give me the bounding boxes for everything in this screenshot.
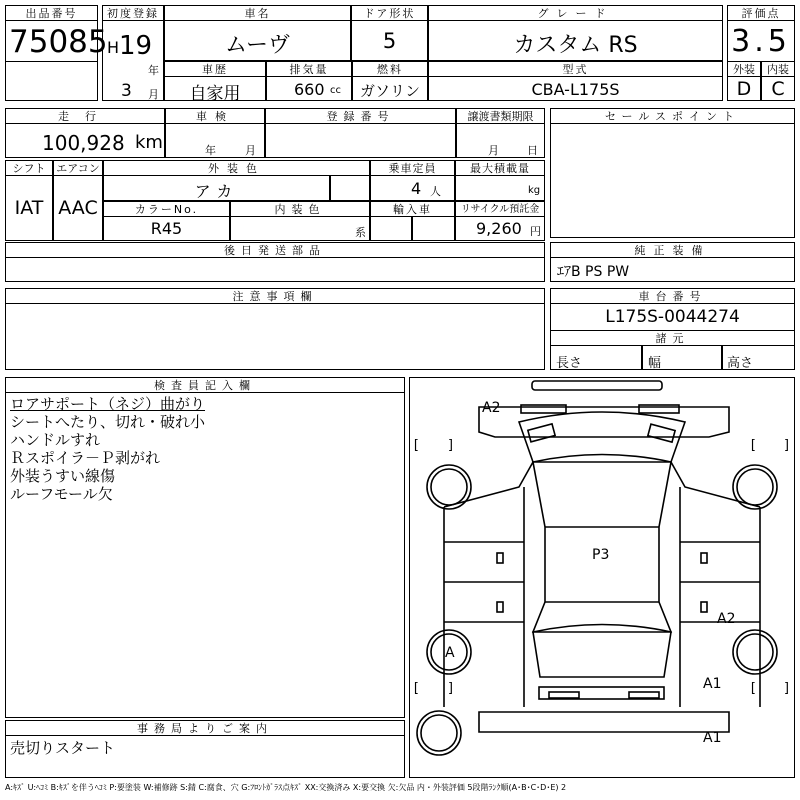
svg-text:[: [ [412,438,420,453]
reg-label: 初度登録 [102,5,164,21]
interior-label: 内装色 [230,201,370,217]
regno-cell [265,123,456,158]
genuine-label: 純正装備 [550,242,795,258]
name-label: 車名 [164,5,351,21]
office-label: 事務局よりご案内 [5,720,405,736]
reg-month-unit: 月 [148,88,159,101]
int-label: 内装 [761,61,795,77]
history-label: 車歴 [164,61,266,77]
color-label: 外装色 [103,160,370,176]
genuine-value: ｴｱB PS PW [557,264,630,280]
svg-text:]: ] [783,681,791,696]
damage-a1-bottom: A1 [703,730,722,746]
insp-year-unit: 年 [205,144,216,157]
transfer-day-unit: 日 [527,144,538,157]
history-value: 自家用 [189,84,241,104]
fuel-value: ガソリン [359,82,420,100]
car-diagram [409,377,795,778]
office-text: 売切りスタート [10,739,116,757]
svg-text:]: ] [447,681,455,696]
later-parts-label: 後日発送部品 [5,242,545,258]
svg-text:[: [ [749,438,757,453]
mileage-label: 走行 [5,108,165,124]
reg-year-unit: 年 [148,64,159,77]
inspector-line: ロアサポート（ネジ）曲がり [10,395,206,413]
recycle-unit: 円 [530,225,541,238]
displacement-label: 排気量 [266,61,352,77]
model-value: CBA-L175S [531,80,620,99]
inspector-line: ハンドルすれ [10,431,101,449]
ac-value: AAC [58,197,98,219]
color-value: アカ [194,182,239,201]
chassis-value: L175S-0044274 [605,307,740,327]
grade-label: グレード [428,5,723,21]
ext-grade: D [736,78,752,100]
svg-text:[: [ [412,681,420,696]
interior-cell [230,216,370,241]
svg-text:[: [ [749,681,757,696]
ac-label: エアコン [53,160,103,176]
shift-value: IAT [14,197,44,219]
import-label: 輸入車 [370,201,455,217]
dims-length: 長さ [556,356,583,371]
recycle-label: リサイクル預託金 [455,201,545,217]
damage-a1-right: A1 [703,676,722,692]
caution-label: 注意事項欄 [5,288,545,304]
inspector-notes [10,395,205,503]
svg-text:]: ] [783,438,791,453]
sales-label: セールスポイント [550,108,795,124]
recycle-value: 9,260 [476,219,522,238]
mileage-value: 100,928 [42,131,125,155]
model-label: 型式 [428,61,723,77]
import-cell-a [370,216,412,241]
import-cell-b [412,216,455,241]
displacement-value: 660 [294,80,325,99]
chassis-label: 車台番号 [550,288,795,304]
regno-label: 登録番号 [265,108,456,124]
inspector-line: ルーフモール欠 [10,485,113,503]
lot-number: 75085 [9,24,108,60]
dims-height: 高さ [727,356,754,371]
dims-label: 諸元 [550,330,795,346]
inspector-line: シートへたり、切れ・破れ小 [10,413,206,431]
displacement-unit: cc [330,85,341,96]
inspector-label: 検査員記入欄 [5,377,405,393]
reg-month: 3 [121,81,132,101]
damage-p3-roof: P3 [592,547,610,563]
shift-label: シフト [5,160,53,176]
load-label: 最大積載量 [455,160,545,176]
interior-unit: 系 [355,226,366,239]
ext-label: 外装 [727,61,761,77]
inspector-line: 外装うすい線傷 [10,467,116,485]
inspection-label: 車検 [165,108,265,124]
seats-unit: 人 [430,185,441,198]
color-extra-cell [330,175,370,201]
transfer-month-unit: 月 [488,144,499,157]
car-name: ムーヴ [225,33,290,58]
insp-month-unit: 月 [245,144,256,157]
inspector-line: Ｒスポイラ－Ｐ剥がれ [10,449,161,467]
mileage-unit: km [135,132,163,153]
score-label: 評価点 [727,5,795,21]
fuel-label: 燃料 [352,61,428,77]
doors-label: ドア形状 [351,5,428,21]
seats-label: 乗車定員 [370,160,455,176]
lot-label: 出品番号 [5,5,98,21]
transfer-label: 譲渡書類期限 [456,108,545,124]
score-value: 3.5 [731,24,791,59]
damage-a-left: A [445,645,455,661]
reg-era: H [107,38,120,57]
int-grade: C [771,78,785,100]
damage-a2-right: A2 [717,611,736,627]
load-unit: kg [528,185,541,196]
colorno-value: R45 [150,219,183,238]
legend-text: A:ｷｽﾞ U:ﾍｺﾐ B:ｷｽﾞを伴うﾍｺﾐ P:要塗装 W:補修跡 S:錆 C:腐食、穴 G:ﾌﾛﾝﾄｶﾞﾗｽ点ｷｽﾞ XX:交換済み X:要交換 欠:欠品 内・外装評価 5段階ﾗﾝｸ順(A･B･C･D･E) 2 [5,783,567,792]
dims-width: 幅 [648,356,662,371]
doors-value: 5 [382,29,397,53]
damage-a2-front: A2 [482,400,501,416]
colorno-label: カラーNo. [103,201,230,217]
sales-box [550,108,795,238]
lot-divider [5,61,98,62]
grade-value: カスタム RS [513,33,638,58]
reg-year: 19 [119,31,153,61]
seats-value: 4 [411,179,422,198]
svg-text:]: ] [447,438,455,453]
